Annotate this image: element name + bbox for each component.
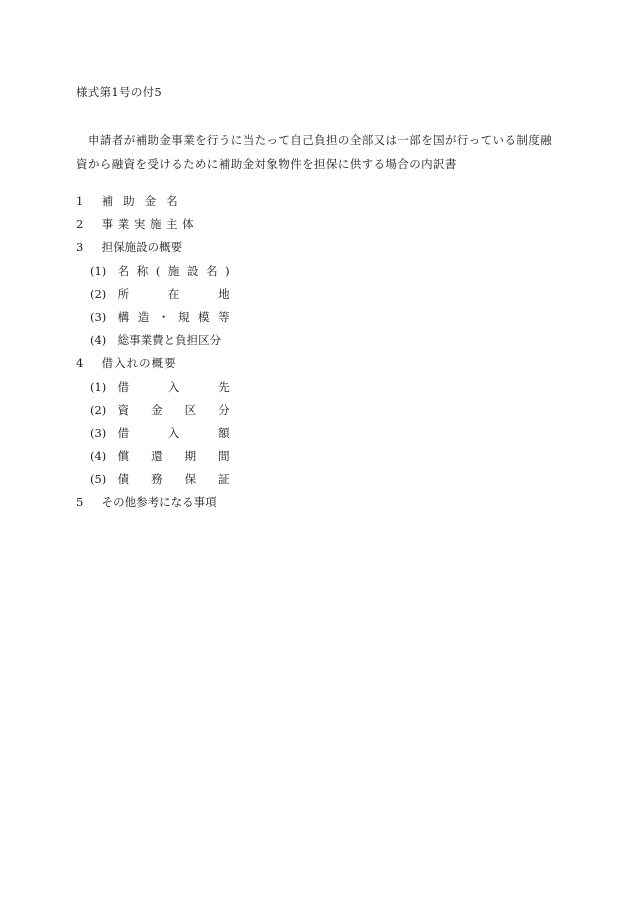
document-title [76,128,556,176]
sub-item-label: 所 在 地 [117,286,230,301]
sub-item-number: (1) [90,379,107,394]
sub-item-number: (1) [90,263,107,278]
sub-item-number: (2) [90,286,107,301]
sub-item [76,445,376,468]
title-line-2: 資から融資を受けるために補助金対象物件を担保に供する場合の内訳書 [76,157,457,171]
item-list [76,190,376,515]
sub-item [76,422,376,445]
sub-item [76,260,376,283]
sub-item-label: 借 入 額 [117,425,230,440]
item-number: 3 [76,240,84,255]
item-label: 担保施設の概要 [101,240,183,255]
sub-item-number: (5) [90,472,107,487]
item-label: 事 業 実 施 主 体 [101,217,194,232]
list-item [76,236,376,259]
item-label: その他参考になる事項 [101,495,217,510]
sub-item-number: (4) [90,333,107,348]
sub-item-label: 資 金 区 分 [117,402,230,417]
sub-item-label: 債 務 保 証 [117,472,230,487]
item-number: 4 [76,356,84,371]
title-line-1: 申請者が補助金事業を行うに当たって自己負担の全部又は一部を国が行っている制度融 [88,133,553,147]
sub-item-number: (3) [90,425,107,440]
list-item [76,213,376,236]
item-label: 借 入 れ の 概 要 [101,356,176,371]
sub-item-label: 償 還 期 間 [117,449,230,464]
item-number: 2 [76,217,84,232]
sub-item-label: 総事業費と負担区分 [117,333,222,348]
item-label: 補 助 金 名 [101,194,178,208]
sub-item-label: 名 称 ( 施 設 名 ) [117,263,230,278]
item-number: 5 [76,495,84,510]
list-item [76,491,376,514]
form-number: 様式第1号の付5 [76,85,163,99]
sub-item-number: (3) [90,309,107,324]
sub-item [76,376,376,399]
item-number: 1 [76,194,84,208]
list-item [76,352,376,375]
sub-item [76,329,376,352]
sub-item-number: (4) [90,449,107,464]
sub-item-label: 借 入 先 [117,379,230,394]
sub-item-label: 構 造 ・ 規 模 等 [117,309,230,324]
sub-item [76,399,376,422]
sub-item-number: (2) [90,402,107,417]
sub-item [76,283,376,306]
sub-item [76,468,376,491]
sub-item [76,306,376,329]
list-item [76,190,376,213]
